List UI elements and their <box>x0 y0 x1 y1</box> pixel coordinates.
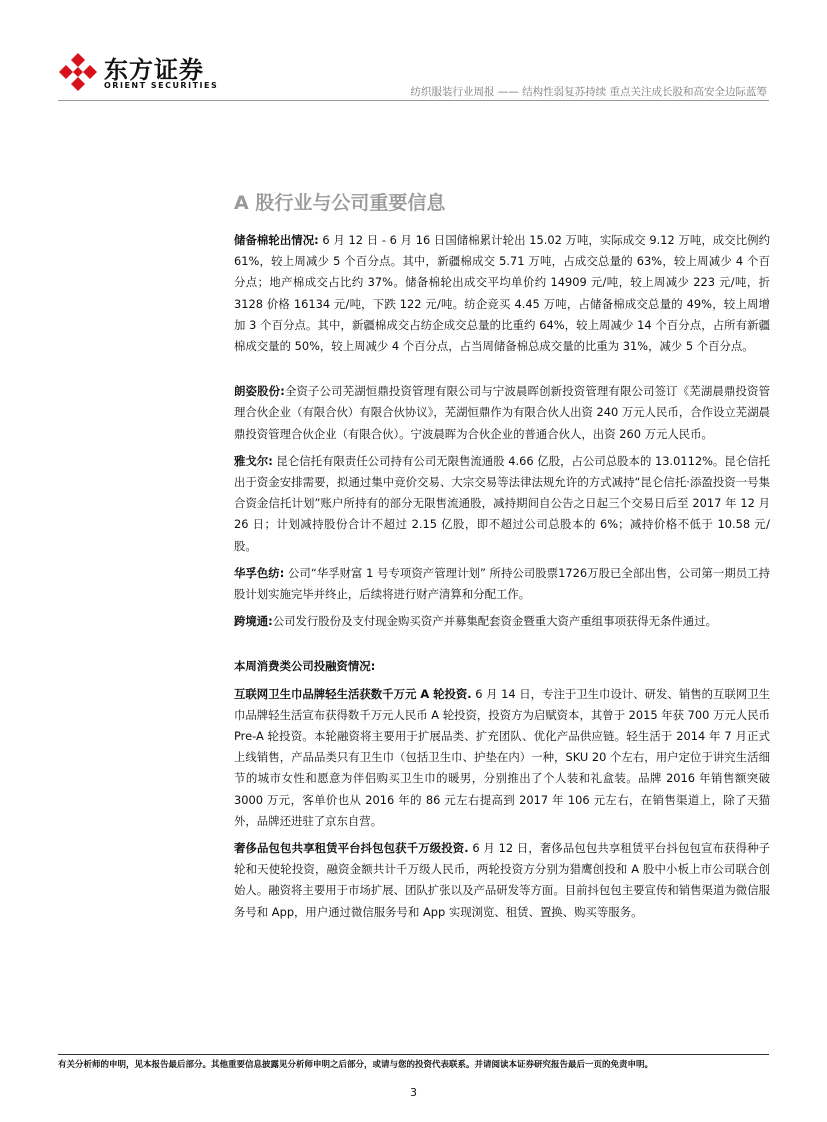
page-number: 3 <box>410 1086 417 1099</box>
news-text: 昆仑信托有限责任公司持有公司无限售流通股 4.66 亿股，占公司总股本的 13.0112%。昆仑信托出于资金安排需要，拟通过集中竞价交易、大宗交易等法律法规允许的方式减持“昆仑信托·添盈投资一号集合资金信托计划”账户所持有的部分无限售流通股，减持期间自公告之日起三个交易日后至 2017 年 12 月 26 日；计划减持股份合计不超过 2.15 亿股，即不超过公司总股本的 6%；减持价格不低于 10.58 元/股。 <box>234 453 770 553</box>
logo-chinese-name: 东方证券 <box>104 56 204 84</box>
news-label: 华孚色纺: <box>234 565 285 580</box>
company-logo <box>58 48 228 98</box>
industry-news <box>234 230 770 929</box>
financing-section-title <box>234 656 770 677</box>
news-label: 储备棉轮出情况: <box>234 233 319 247</box>
header-divider <box>58 100 769 101</box>
report-header-title: 纺织服装行业周报 —— 结构性弱复苏持续 重点关注成长股和高安全边际蓝筹 <box>410 86 767 98</box>
news-label: 雅戈尔: <box>234 453 273 468</box>
financing-label: 互联网卫生巾品牌轻生活获数千万元 A 轮投资. <box>234 686 472 701</box>
financing-item <box>234 684 770 832</box>
footer-divider <box>58 1054 769 1055</box>
footer-disclaimer: 有关分析师的申明，见本报告最后部分。其他重要信息披露见分析师申明之后部分，或请与您的投资代表联系。并请阅读本证券研究报告最后一页的免责申明。 <box>58 1060 654 1070</box>
news-paragraph <box>234 563 770 605</box>
news-text: 公司“华孚财富 1 号专项资产管理计划” 所持公司股票1726万股已全部出售，公司第一期员工持股计划实施完毕并终止，后续将进行财产清算和分配工作。 <box>234 565 770 602</box>
orient-logo-icon <box>58 52 98 92</box>
news-label: 跨境通: <box>234 614 273 629</box>
news-paragraph <box>234 451 770 557</box>
financing-item <box>234 838 770 923</box>
news-text: 公司发行股份及支付现金购买资产并募集配套资金暨重大资产重组事项获得无条件通过。 <box>272 614 717 629</box>
news-text: 6 月 12 日 - 6 月 16 日国储棉累计轮出 15.02 万吨，实际成交 9.12 万吨，成交比例约 61%，较上周减少 5 个百分点。其中，新疆棉成交 5.71 万吨，占成交总量的 63%，较上周减少 4 个百分点；地产棉成交占比约 37%。储备棉轮出成交平均单价约 14909 元/吨，较上周减少 223 元/吨，折 3128 价格 16134 元/吨，下跌 122 元/吨。纺企竞买 4.45 万吨，占储备棉成交总量的 49%，较上周增加 3 个百分点。其中，新疆棉成交占纺企成交总量的比重约 64%，较上周减少 14 个百分点，占所有新疆棉成交量的 50%，较上周减少 4 个百分点，占当周储备棉总成交量的比重为 31%，减少 5 个百分点。 <box>234 233 770 354</box>
financing-title-text: 本周消费类公司投融资情况: <box>234 659 376 674</box>
section-title: A 股行业与公司重要信息 <box>234 192 446 214</box>
news-paragraph <box>234 230 770 357</box>
news-paragraph <box>234 611 770 632</box>
news-paragraph <box>234 381 770 445</box>
news-text: 全资子公司芜湖恒鼎投资管理有限公司与宁波晨晖创新投资管理有限公司签订《芜湖晨鼎投资管理合伙企业（有限合伙）有限合伙协议》，芜湖恒鼎作为有限合伙人出资 240 万元人民币，合作设立芜湖晨鼎投资管理合伙企业（有限合伙）。宁波晨晖为合伙企业的普通合伙人，出资 260 万元人民币。 <box>234 384 770 441</box>
financing-label: 奢侈品包包共享租赁平台抖包包获千万级投资. <box>234 841 469 856</box>
financing-text: 6 月 12 日，奢侈品包包共享租赁平台抖包包宣布获得种子轮和天使轮投资，融资金额共计千万级人民币，两轮投资方分别为猎鹰创投和 A 股中小板上市公司联合创始人。融资将主要用于市场扩展、团队扩张以及产品研发等方面。目前抖包包主要宣传和销售渠道为微信服务号和 App，用户通过微信服务号和 App 实现浏览、租赁、置换、购买等服务。 <box>234 841 770 919</box>
logo-english-name: ORIENT SECURITIES <box>104 81 219 90</box>
financing-text: 6 月 14 日，专注于卫生巾设计、研发、销售的互联网卫生巾品牌轻生活宣布获得数千万元人民币 A 轮投资，投资方为启赋资本，其曾于 2015 年获 700 万元人民币 Pre-A 轮投资。本轮融资将主要用于扩展品类、扩充团队、优化产品供应链。轻生活于 2014 年 7 月正式上线销售，产品品类只有卫生巾（包括卫生巾、护垫在内）一种，SKU 20 个左右，用户定位于讲究生活细节的城市女性和愿意为伴侣购买卫生巾的暖男，分别推出了个人装和礼盒装。品牌 2016 年销售额突破 3000 万元，客单价也从 2016 年的 86 元左右提高到 2017 年 106 元左右，在销售渠道上，除了天猫外，品牌还进驻了京东自营。 <box>234 686 770 828</box>
news-label: 朗姿股份: <box>234 384 285 399</box>
